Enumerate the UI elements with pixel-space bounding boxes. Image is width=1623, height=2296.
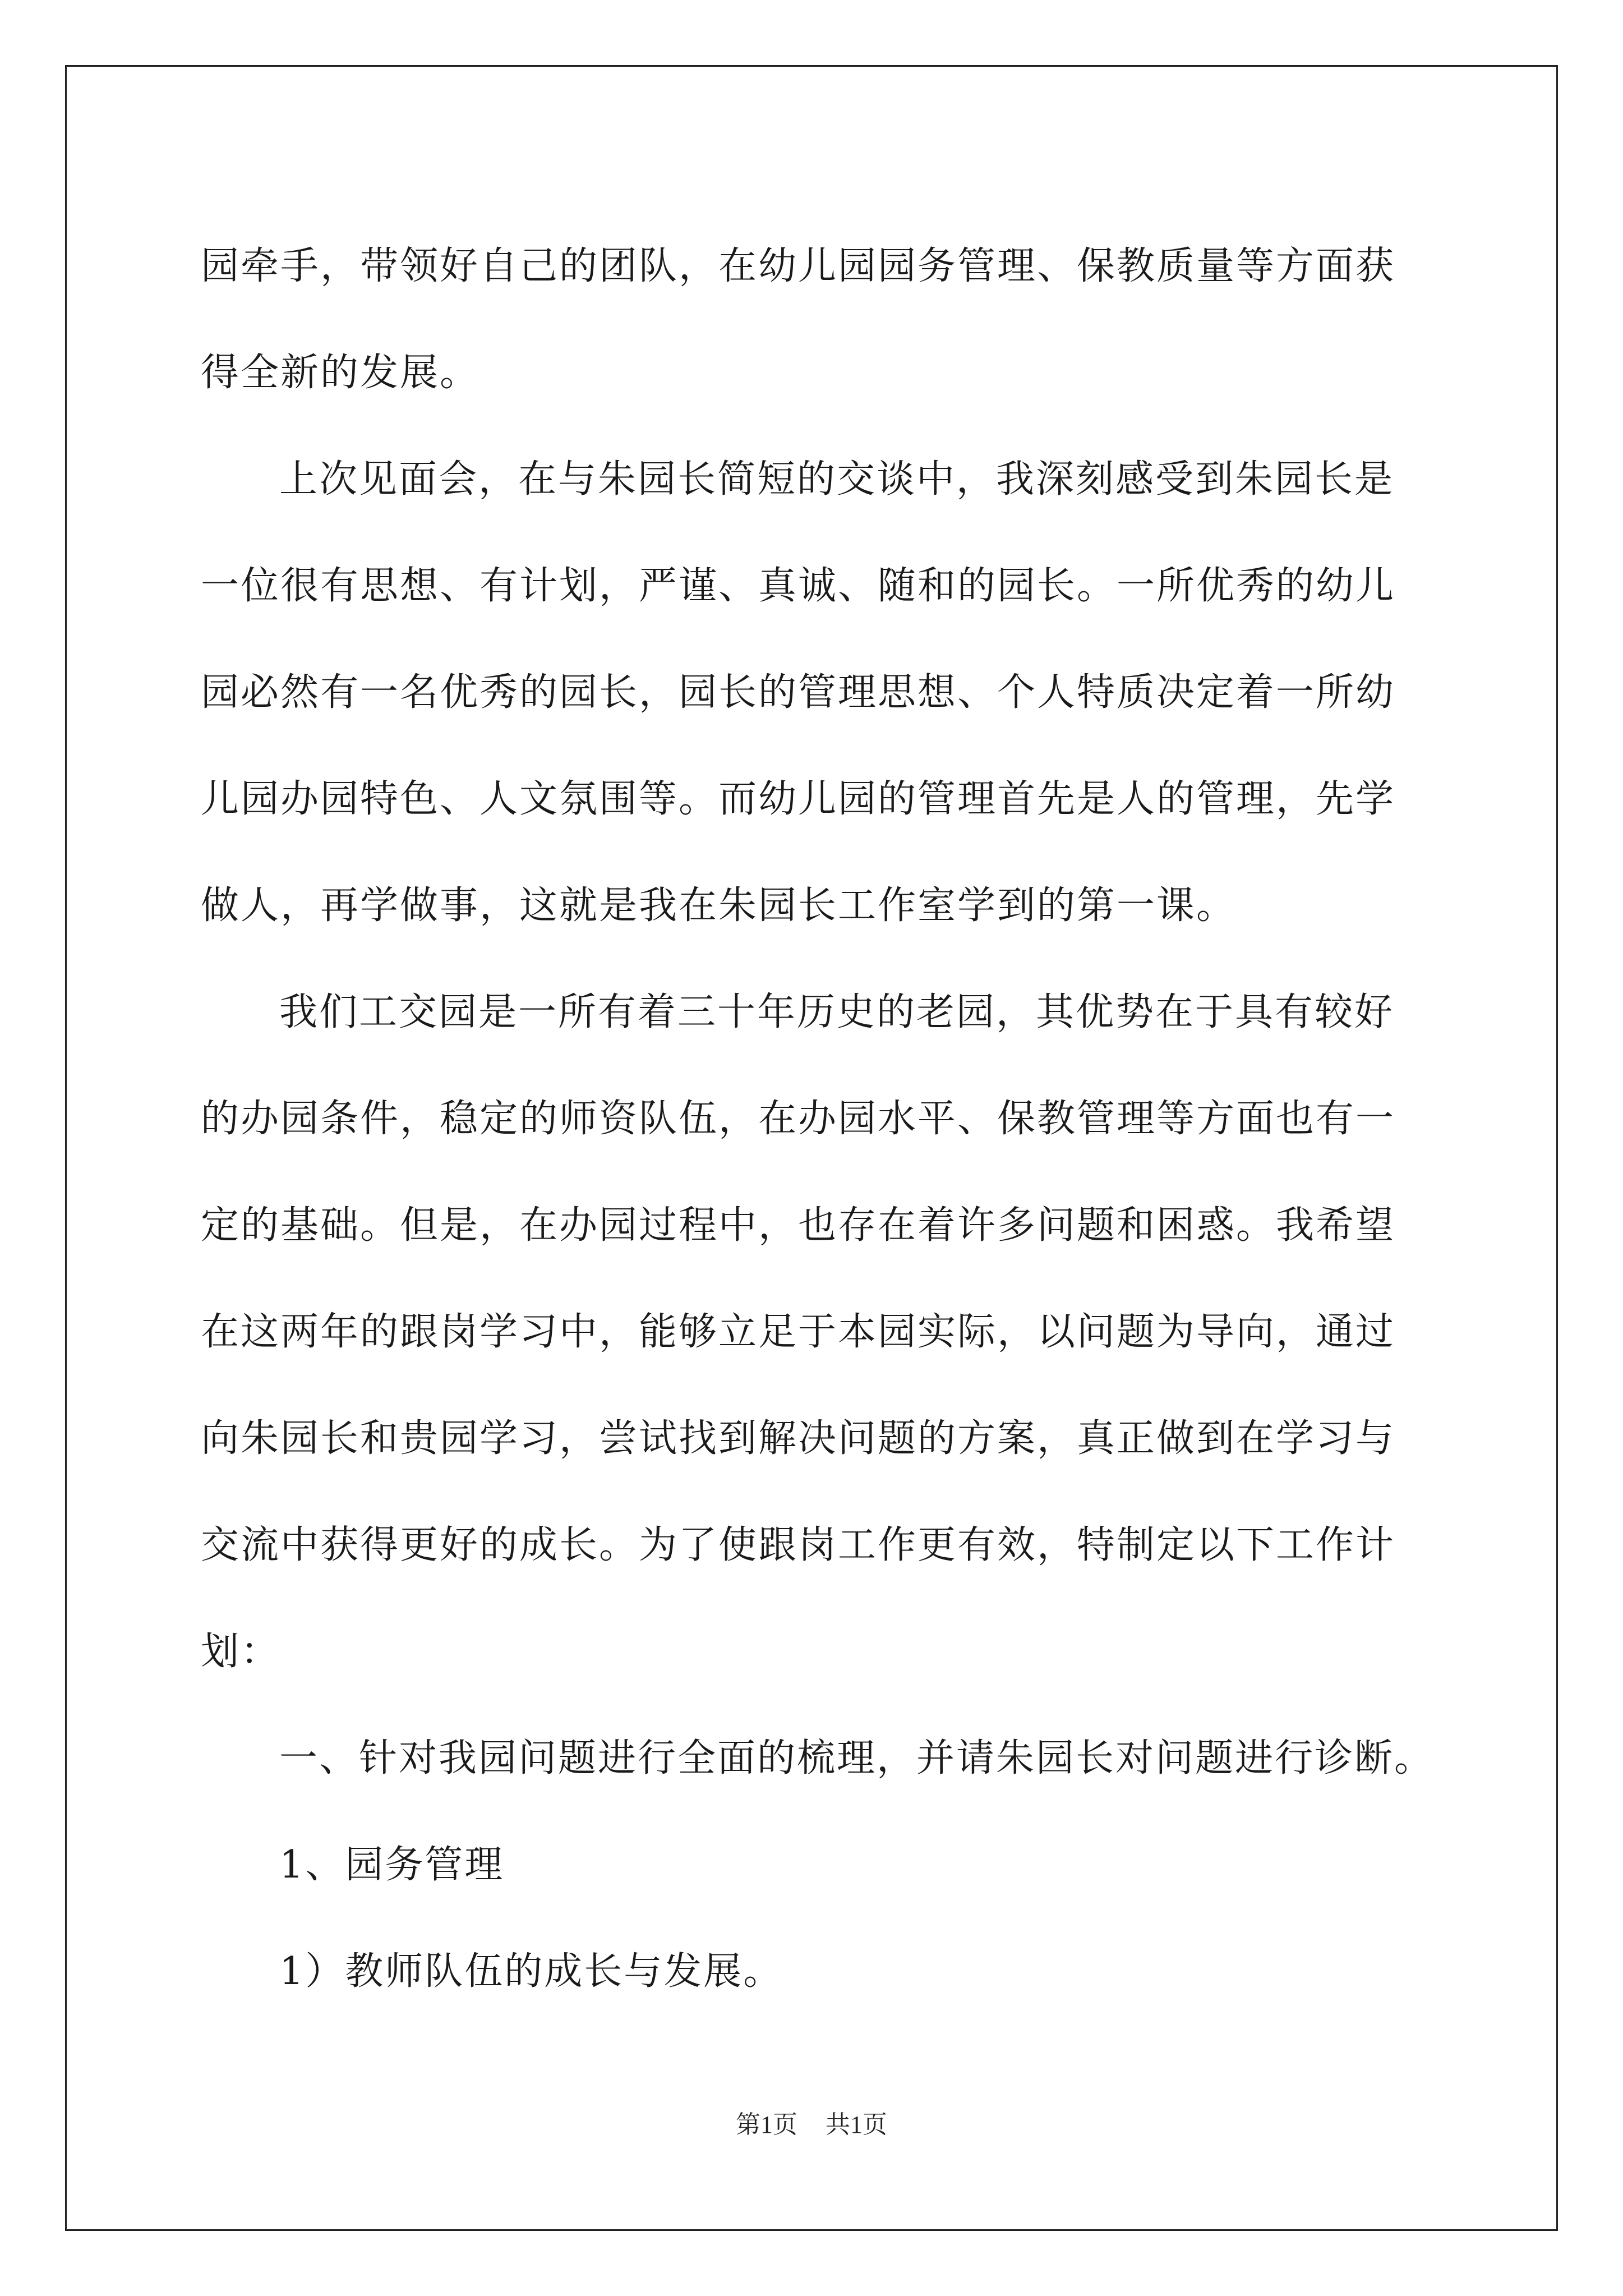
text-line: 园牵手，带领好自己的团队，在幼儿园园务管理、保教质量等方面获 (201, 244, 1396, 288)
text-line: 儿园办园特色、人文氛围等。而幼儿园的管理首先是人的管理，先学 (201, 777, 1396, 821)
text-line: 向朱园长和贵园学习，尝试找到解决问题的方案，真正做到在学习与 (201, 1416, 1396, 1461)
text-line: 的办园条件，稳定的师资队伍，在办园水平、保教管理等方面也有一 (201, 1097, 1396, 1141)
text-line: 在这两年的跟岗学习中，能够立足于本园实际，以问题为导向，通过 (201, 1310, 1396, 1354)
page-footer (0, 2108, 1623, 2142)
page-total: 共1页 (826, 2111, 887, 2138)
page-number: 第1页 (736, 2111, 797, 2138)
text-line: 交流中获得更好的成长。为了使跟岗工作更有效，特制定以下工作计 (201, 1523, 1396, 1567)
text-line: 做人，再学做事，这就是我在朱园长工作室学到的第一课。 (201, 884, 1237, 928)
paragraph-start-line: 上次见面会，在与朱园长简短的交谈中，我深刻感受到朱园长是 (279, 457, 1395, 501)
text-line: 得全新的发展。 (201, 351, 480, 395)
paragraph-start-line: 我们工交园是一所有着三十年历史的老园，其优势在于具有较好 (279, 990, 1395, 1034)
text-line: 园必然有一名优秀的园长，园长的管理思想、个人特质决定着一所幼 (201, 670, 1396, 715)
text-line: 一位很有思想、有计划，严谨、真诚、随和的园长。一所优秀的幼儿 (201, 564, 1396, 608)
list-item: 1）教师队伍的成长与发展。 (279, 1949, 783, 1994)
section-heading: 一、针对我园问题进行全面的梳理，并请朱园长对问题进行诊断。 (279, 1736, 1435, 1780)
text-line: 划： (201, 1630, 281, 1674)
subsection-heading: 1、园务管理 (279, 1843, 505, 1887)
text-line: 定的基础。但是，在办园过程中，也存在着许多问题和困惑。我希望 (201, 1203, 1396, 1248)
document-body (201, 213, 1435, 2025)
